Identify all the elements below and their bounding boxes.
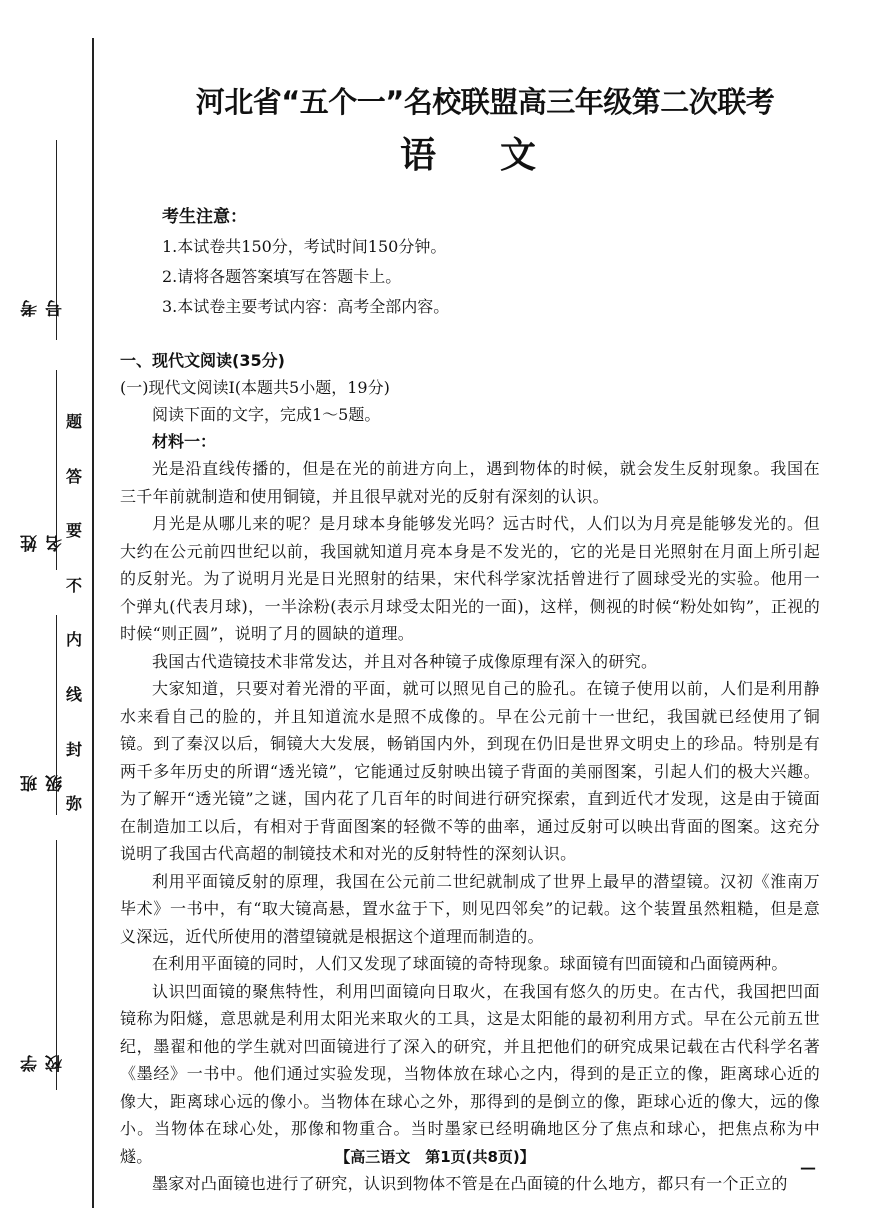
binding-line — [92, 38, 94, 1208]
school-label: 学校 — [21, 1055, 66, 1072]
seal-char: 要 — [65, 521, 82, 541]
seal-char: 题 — [65, 412, 82, 431]
notice-item: 2.请将各题答案填写在答题卡上。 — [162, 267, 402, 286]
passage-paragraph: 我国古代造镜技术非常发达，并且对各种镜子成像原理有深入的研究。 — [152, 651, 658, 671]
passage — [120, 455, 820, 1198]
passage-paragraph: 利用平面镜反射的原理，我国在公元前二世纪就制成了世界上最早的潜望镜。汉初《淮南万毕术》一书中，有“取大镜高悬，置水盆于下，则见四邻矣”的记载。这个装置虽然粗糙，但是意义深远，近代所使用的潜望镜就是根据这个道理而制造的。 — [120, 871, 820, 946]
corner-mark: — — [800, 1158, 816, 1177]
subject-title: 语文 — [399, 135, 600, 176]
page-footer: 【高三语文 第1页(共8页)】 — [335, 1148, 535, 1166]
seal-char: 不 — [65, 575, 82, 595]
notice-item: 1.本试卷共150分，考试时间150分钟。 — [162, 237, 447, 256]
passage-paragraph: 墨家对凸面镜也进行了研究，认识到物体不管是在凸面镜的什么地方，都只有一个正立的 — [152, 1174, 788, 1193]
notice-heading: 考生注意： — [162, 207, 247, 227]
exam-page — [120, 80, 820, 1198]
passage-paragraph: 月光是从哪儿来的呢？是月球本身能够发光吗？远古时代，人们以为月亮是能够发光的。但大约在公元前四世纪以前，我国就知道月亮本身是不发光的，它的光是日光照射在月面上所引起的反射光。为了说明月光是日光照射的结果，宋代科学家沈括曾进行了圆球受光的实验。他用一个弹丸(代表月球)，一半涂粉(表示月球受太阳光的一面)，这样，侧视的时候“粉处如钩”，正视的时候“则正圆”，说明了月的圆缺的道理。 — [120, 514, 820, 643]
seal-char: 内 — [65, 630, 82, 650]
seal-char: 线 — [65, 684, 82, 704]
passage-paragraph: 认识凹面镜的聚焦特性，利用凹面镜向日取火，在我国有悠久的历史。在古代，我国把凹面镜称为阳燧，意思就是利用太阳光来取火的工具，这是太阳能的最初利用方式。早在公元前五世纪，墨翟和他的学生就对凹面镜进行了深入的研究，并且把他们的研究成果记载在古代科学名著《墨经》一书中。他们通过实验发现，当物体放在球心之内，得到的是正立的像，距离球心近的像大，距离球心远的像小。当物体在球心之外，那得到的是倒立的像，距球心近的像大，远的像小。当物体在球心处，那像和物重合。当时墨家已经明确地区分了焦点和球心，把焦点称为中燧。 — [120, 981, 820, 1166]
candidate-notice — [162, 202, 820, 322]
class-label: 班级 — [21, 775, 66, 792]
seal-notice — [60, 395, 88, 832]
exam-title: 河北省“五个一”名校联盟高三年级第二次联考 — [195, 85, 775, 119]
reading-instruction: 阅读下面的文字，完成1～5题。 — [152, 405, 381, 424]
passage-paragraph: 光是沿直线传播的，但是在光的前进方向上，遇到物体的时候，就会发生反射现象。我国在三千年前就制造和使用铜镜，并且很早就对光的反射有深刻的认识。 — [120, 459, 820, 506]
passage-paragraph: 大家知道，只要对着光滑的平面，就可以照见自己的脸孔。在镜子使用以前，人们是利用静水来看自己的脸的，并且知道流水是照不成像的。早在公元前十一世纪，我国就已经使用了铜镜。到了秦汉以后，铜镜大大发展，畅销国内外，到现在仍旧是世界文明史上的珍品。特别是有两千多年历史的所谓“透光镜”，它能通过反射映出镜子背面的美丽图案，引起人们的极大兴趣。为了解开“透光镜”之谜，国内花了几百年的时间进行研究探索，直到近代才发现，这是由于镜面在制造加工以后，有相对于背面图案的轻微不等的曲率，通过反射可以映出背面的图案。这充分说明了我国古代高超的制镜技术和对光的反射特性的深刻认识。 — [120, 679, 820, 863]
section-title: 一、现代文阅读(35分) — [120, 351, 285, 370]
seal-char: 弥 — [65, 794, 82, 814]
name-label: 姓名 — [21, 535, 66, 552]
seal-char: 答 — [65, 466, 82, 486]
passage-paragraph: 在利用平面镜的同时，人们又发现了球面镜的奇特现象。球面镜有凹面镜和凸面镜两种。 — [152, 954, 788, 973]
school-rule — [56, 840, 57, 1090]
exam-number-label: 考号 — [21, 300, 66, 317]
seal-char: 封 — [65, 739, 82, 759]
subsection-title: (一)现代文阅读Ⅰ(本题共5小题，19分) — [120, 378, 390, 397]
binding-margin — [0, 0, 100, 1230]
notice-item: 3.本试卷主要考试内容：高考全部内容。 — [162, 297, 450, 316]
material-label: 材料一： — [152, 432, 217, 451]
